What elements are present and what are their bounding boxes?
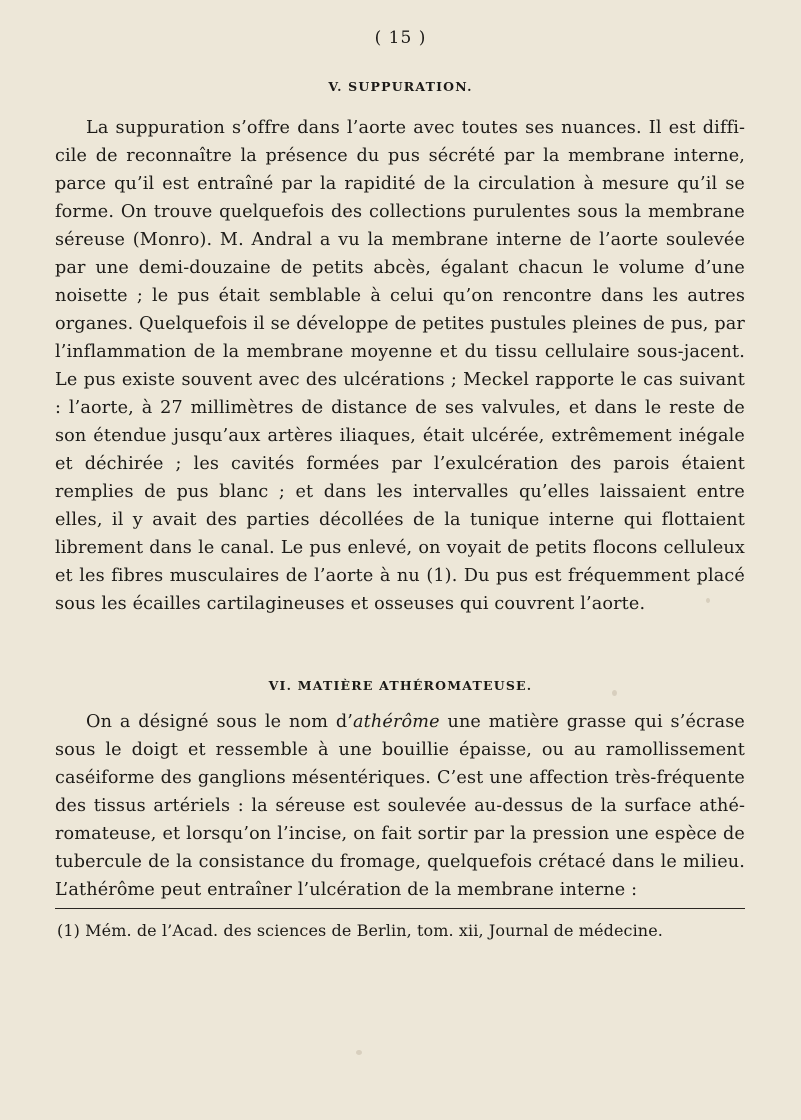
section-heading-atheromateuse: VI. MATIÈRE ATHÉROMATEUSE. <box>268 678 533 693</box>
italic-term-atherome: athérôme <box>353 712 440 732</box>
page-number: ( 15 ) <box>374 28 427 48</box>
footnote: (1) Mém. de l’Acad. des sciences de Berlin, tom. xii, Journal de médecine. <box>57 921 663 940</box>
paragraph-text-end: une matière grasse qui s’écrase sous le doigt et ressemble à une bouillie épaisse, ou au ramollissement caséiforme des ganglions mésentériques. C’est une affection très-fréquente des tissus artériels : la séreuse est soulevée au-dessus de la surface athéromateuse, et lorsqu’on l’incise, on fait sortir par la pression une espèce de tubercule de la consistance du fromage, quelquefois crétacé dans le milieu. L’athérôme peut entraîner l’ulcération de la membrane interne : <box>55 712 745 900</box>
footnote-divider <box>55 908 745 909</box>
paragraph-text-start: On a désigné sous le nom d’ <box>86 712 354 732</box>
paragraph-atheromateuse <box>55 708 745 904</box>
paper-stain <box>612 690 617 696</box>
paragraph-suppuration: La suppuration s’offre dans l’aorte avec toutes ses nuances. Il est difficile de reconnaître la présence du pus sécrété par la membrane interne, parce qu’il est entraîné par la rapidité de la circulation à mesure qu’il se forme. On trouve quelquefois des collections purulentes sous la membrane séreuse (Monro). M. Andral a vu la membrane interne de l’aorte soulevée par une demi-douzaine de petits abcès, égalant chacun le volume d’une noisette ; le pus était semblable à celui qu’on rencontre dans les autres organes. Quelquefois il se développe de petites pustules pleines de pus, par l’inflammation de la membrane moyenne et du tissu cellulaire sous-jacent. Le pus existe souvent avec des ulcérations ; Meckel rapporte le cas suivant : l’aorte, à 27 millimètres de distance de ses valvules, et dans le reste de son étendue jusqu’aux artères iliaques, était ulcérée, extrêmement inégale et déchirée ; les cavités formées par l’exulcération des parois étaient remplies de pus blanc ; et dans les intervalles qu’elles laissaient entre elles, il y avait des parties décollées de la tunique interne qui flottaient librement dans le canal. Le pus enlevé, on voyait de petits flocons celluleux et les fibres musculaires de l’aorte à nu (1). Du pus est fréquemment placé sous les écailles cartilagineuses et osseuses qui couvrent l’aorte. <box>55 118 745 614</box>
paper-stain <box>706 598 710 603</box>
section-heading-suppuration: V. SUPPURATION. <box>328 79 473 94</box>
paper-stain <box>356 1050 362 1055</box>
